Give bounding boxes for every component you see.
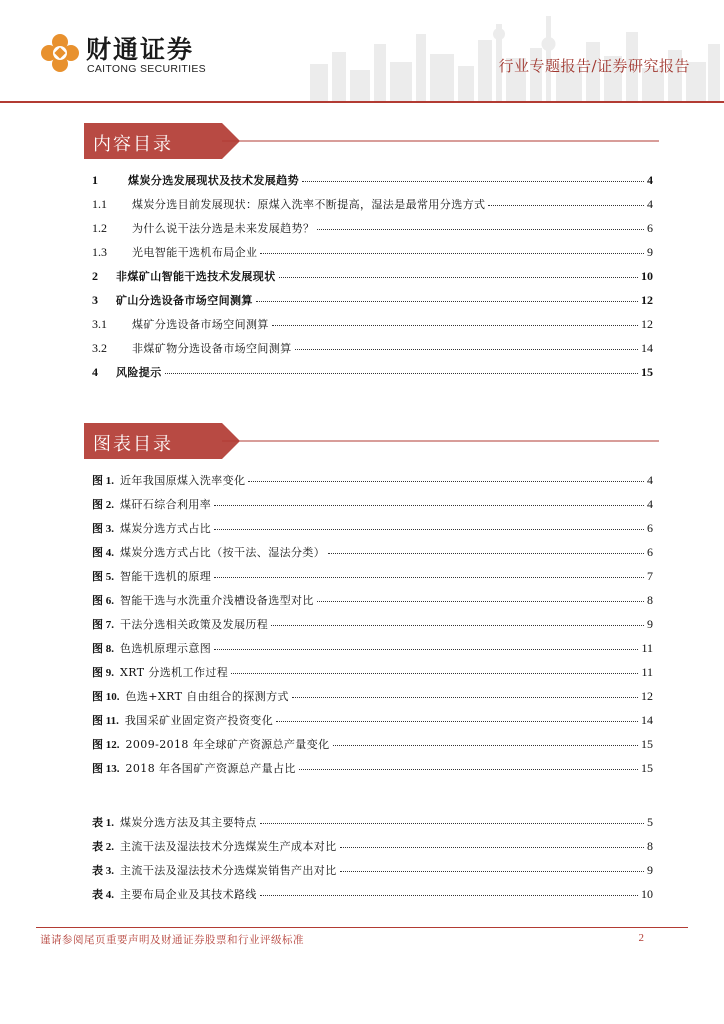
figure-entry[interactable]: [92, 736, 653, 754]
toc-entry-title: 为什么说干法分选是未来发展趋势？: [132, 222, 315, 235]
figure-entry[interactable]: [92, 688, 653, 706]
figure-entry-title: 智能干选与水洗重介浅槽设备选型对比: [120, 594, 314, 607]
leader-dots: [214, 577, 644, 578]
leader-dots: [231, 673, 638, 674]
toc-entry-number: 3: [92, 293, 98, 307]
figure-entry-number: 图 6.: [92, 595, 114, 607]
table-entry-number: 表 2.: [92, 841, 114, 853]
table-entry-title: 主流干法及湿法技术分选煤炭销售产出对比: [120, 864, 337, 877]
table-entry[interactable]: [92, 862, 653, 880]
figure-entry[interactable]: [92, 520, 653, 538]
table-entry-number: 表 4.: [92, 889, 114, 901]
toc-entry-page: 6: [647, 221, 653, 235]
toc-entry-title: 非煤矿物分选设备市场空间测算: [132, 342, 292, 355]
leader-dots: [488, 205, 644, 206]
figure-entry-page: 6: [647, 545, 653, 559]
toc-entry-number: 4: [92, 365, 98, 379]
figure-entry-page: 8: [647, 593, 653, 607]
leader-dots: [260, 253, 644, 254]
figure-entry-title: 色选机原理示意图: [120, 642, 212, 655]
toc-entry[interactable]: [92, 244, 653, 262]
figure-entry-title: 我国采矿业固定资产投资变化: [124, 714, 274, 727]
leader-dots: [317, 601, 644, 602]
figure-entry[interactable]: [92, 616, 653, 634]
toc-entry[interactable]: [92, 172, 653, 190]
figure-entry-number: 图 7.: [92, 619, 114, 631]
toc-entry-page: 15: [641, 365, 653, 379]
figure-entry-page: 11: [641, 641, 653, 655]
figure-entry[interactable]: [92, 640, 653, 658]
toc-entry-title: 煤矿分选设备市场空间测算: [132, 318, 269, 331]
figure-entry-title: 智能干选机的原理: [120, 570, 212, 583]
toc-entry-title: 光电智能干选机布局企业: [132, 246, 258, 259]
header-divider: [0, 101, 724, 103]
figure-entry-page: 12: [641, 689, 653, 703]
figure-entry[interactable]: [92, 712, 653, 730]
toc-entry[interactable]: [92, 220, 653, 238]
figure-entry[interactable]: [92, 760, 653, 778]
figure-entry-title: 2009-2018 年全球矿产资源总产量变化: [125, 738, 330, 751]
figure-entry-title: XRT 分选机工作过程: [120, 666, 229, 679]
footer-divider: [36, 927, 688, 928]
leader-dots: [317, 229, 644, 230]
leader-dots: [214, 649, 638, 650]
figure-entry-page: 9: [647, 617, 653, 631]
toc-entry-number: 3.2: [92, 341, 107, 355]
figure-entry-number: 图 3.: [92, 523, 114, 535]
leader-dots: [302, 181, 644, 182]
toc-entry[interactable]: [92, 292, 653, 310]
figure-entry-title: 煤炭分选方式占比（按干法、湿法分类）: [120, 546, 326, 559]
table-entry-page: 10: [641, 887, 653, 901]
figure-entry-page: 14: [641, 713, 653, 727]
toc-entry[interactable]: [92, 364, 653, 382]
leader-dots: [328, 553, 644, 554]
toc-entry-number: 3.1: [92, 317, 107, 331]
leader-dots: [214, 505, 644, 506]
table-entry[interactable]: [92, 814, 653, 832]
figure-entry-number: 图 9.: [92, 667, 114, 679]
disclaimer-note: 谨请参阅尾页重要声明及财通证券股票和行业评级标准: [40, 934, 304, 946]
leader-dots: [292, 697, 638, 698]
figure-entry[interactable]: [92, 664, 653, 682]
toc-entry-title: 风险提示: [116, 366, 162, 379]
figures-section-banner: [84, 423, 659, 459]
table-entry-page: 5: [647, 815, 653, 829]
leader-dots: [299, 769, 638, 770]
figure-entry-number: 图 4.: [92, 547, 114, 559]
toc-section-banner: [84, 123, 659, 159]
toc-heading: 内容目录: [93, 134, 173, 155]
toc-entry-page: 12: [641, 293, 653, 307]
toc-entry-title: 矿山分选设备市场空间测算: [116, 294, 253, 307]
figure-entry-number: 图 2.: [92, 499, 114, 511]
figure-entry-page: 7: [647, 569, 653, 583]
leader-dots: [340, 847, 644, 848]
leader-dots: [333, 745, 638, 746]
figure-entry-number: 图 1.: [92, 475, 114, 487]
page-number: 2: [638, 932, 644, 944]
leader-dots: [260, 895, 638, 896]
toc-entry-number: 2: [92, 269, 98, 283]
figure-entry[interactable]: [92, 568, 653, 586]
leader-dots: [271, 625, 644, 626]
figure-entry-number: 图 5.: [92, 571, 114, 583]
leader-dots: [248, 481, 644, 482]
figure-entry-title: 近年我国原煤入洗率变化: [120, 474, 246, 487]
leader-dots: [256, 301, 638, 302]
brand-name-cn: 财通证券: [86, 35, 195, 64]
figures-heading: 图表目录: [93, 434, 173, 455]
city-skyline-watermark: [300, 4, 724, 102]
figure-entry[interactable]: [92, 592, 653, 610]
toc-entry-title: 非煤矿山智能干选技术发展现状: [116, 270, 276, 283]
table-entry-number: 表 3.: [92, 865, 114, 877]
toc-entry-page: 4: [647, 173, 653, 187]
toc-entry[interactable]: [92, 196, 653, 214]
report-type-label: 行业专题报告/证券研究报告: [498, 57, 690, 75]
figure-entry-title: 色选+XRT 自由组合的探测方式: [125, 690, 289, 703]
table-entry-page: 8: [647, 839, 653, 853]
brand-name-en: CAITONG SECURITIES: [87, 63, 206, 75]
figure-entry-number: 图 12.: [92, 739, 120, 751]
figure-entry-page: 15: [641, 761, 653, 775]
figure-entry-page: 6: [647, 521, 653, 535]
figure-entry-title: 干法分选相关政策及发展历程: [120, 618, 269, 631]
toc-entry[interactable]: [92, 268, 653, 286]
leader-dots: [260, 823, 644, 824]
figure-entry-page: 15: [641, 737, 653, 751]
toc-entry-number: 1: [92, 173, 98, 187]
figure-entry[interactable]: [92, 496, 653, 514]
toc-entry-number: 1.3: [92, 245, 107, 259]
leader-dots: [279, 277, 638, 278]
page-header: [0, 0, 724, 104]
figure-entry-title: 煤矸石综合利用率: [120, 498, 212, 511]
leader-dots: [272, 325, 638, 326]
figure-entry-title: 2018 年各国矿产资源总产量占比: [125, 762, 296, 775]
toc-entry[interactable]: [92, 316, 653, 334]
leader-dots: [295, 349, 638, 350]
figure-entry-page: 4: [647, 473, 653, 487]
toc-entry-title: 煤炭分选发展现状及技术发展趋势: [128, 174, 299, 187]
table-entry[interactable]: [92, 886, 653, 904]
table-entry-title: 主流干法及湿法技术分选煤炭生产成本对比: [120, 840, 337, 853]
figure-entry-page: 11: [641, 665, 653, 679]
figure-entry-title: 煤炭分选方式占比: [120, 522, 212, 535]
toc-entry-page: 10: [641, 269, 653, 283]
toc-entry-number: 1.1: [92, 197, 107, 211]
toc-entry-page: 9: [647, 245, 653, 259]
leader-dots: [340, 871, 644, 872]
toc-entry-page: 14: [641, 341, 653, 355]
figure-entry-number: 图 13.: [92, 763, 120, 775]
leader-dots: [276, 721, 638, 722]
figure-entry-number: 图 11.: [92, 715, 119, 727]
leader-dots: [214, 529, 644, 530]
table-entry-number: 表 1.: [92, 817, 114, 829]
toc-entry[interactable]: [92, 340, 653, 358]
toc-entry-number: 1.2: [92, 221, 107, 235]
toc-entry-page: 12: [641, 317, 653, 331]
figure-entry-number: 图 10.: [92, 691, 120, 703]
table-entry-title: 主要布局企业及其技术路线: [120, 888, 257, 901]
figure-entry[interactable]: [92, 544, 653, 562]
figure-entry[interactable]: [92, 472, 653, 490]
caitong-logo-icon: [40, 33, 80, 73]
leader-dots: [165, 373, 638, 374]
toc-entry-title: 煤炭分选目前发展现状：原煤入洗率不断提高，湿法是最常用分选方式: [132, 198, 486, 211]
table-entry-title: 煤炭分选方法及其主要特点: [120, 816, 257, 829]
table-entry[interactable]: [92, 838, 653, 856]
table-entry-page: 9: [647, 863, 653, 877]
figure-entry-page: 4: [647, 497, 653, 511]
toc-entry-page: 4: [647, 197, 653, 211]
figure-entry-number: 图 8.: [92, 643, 114, 655]
